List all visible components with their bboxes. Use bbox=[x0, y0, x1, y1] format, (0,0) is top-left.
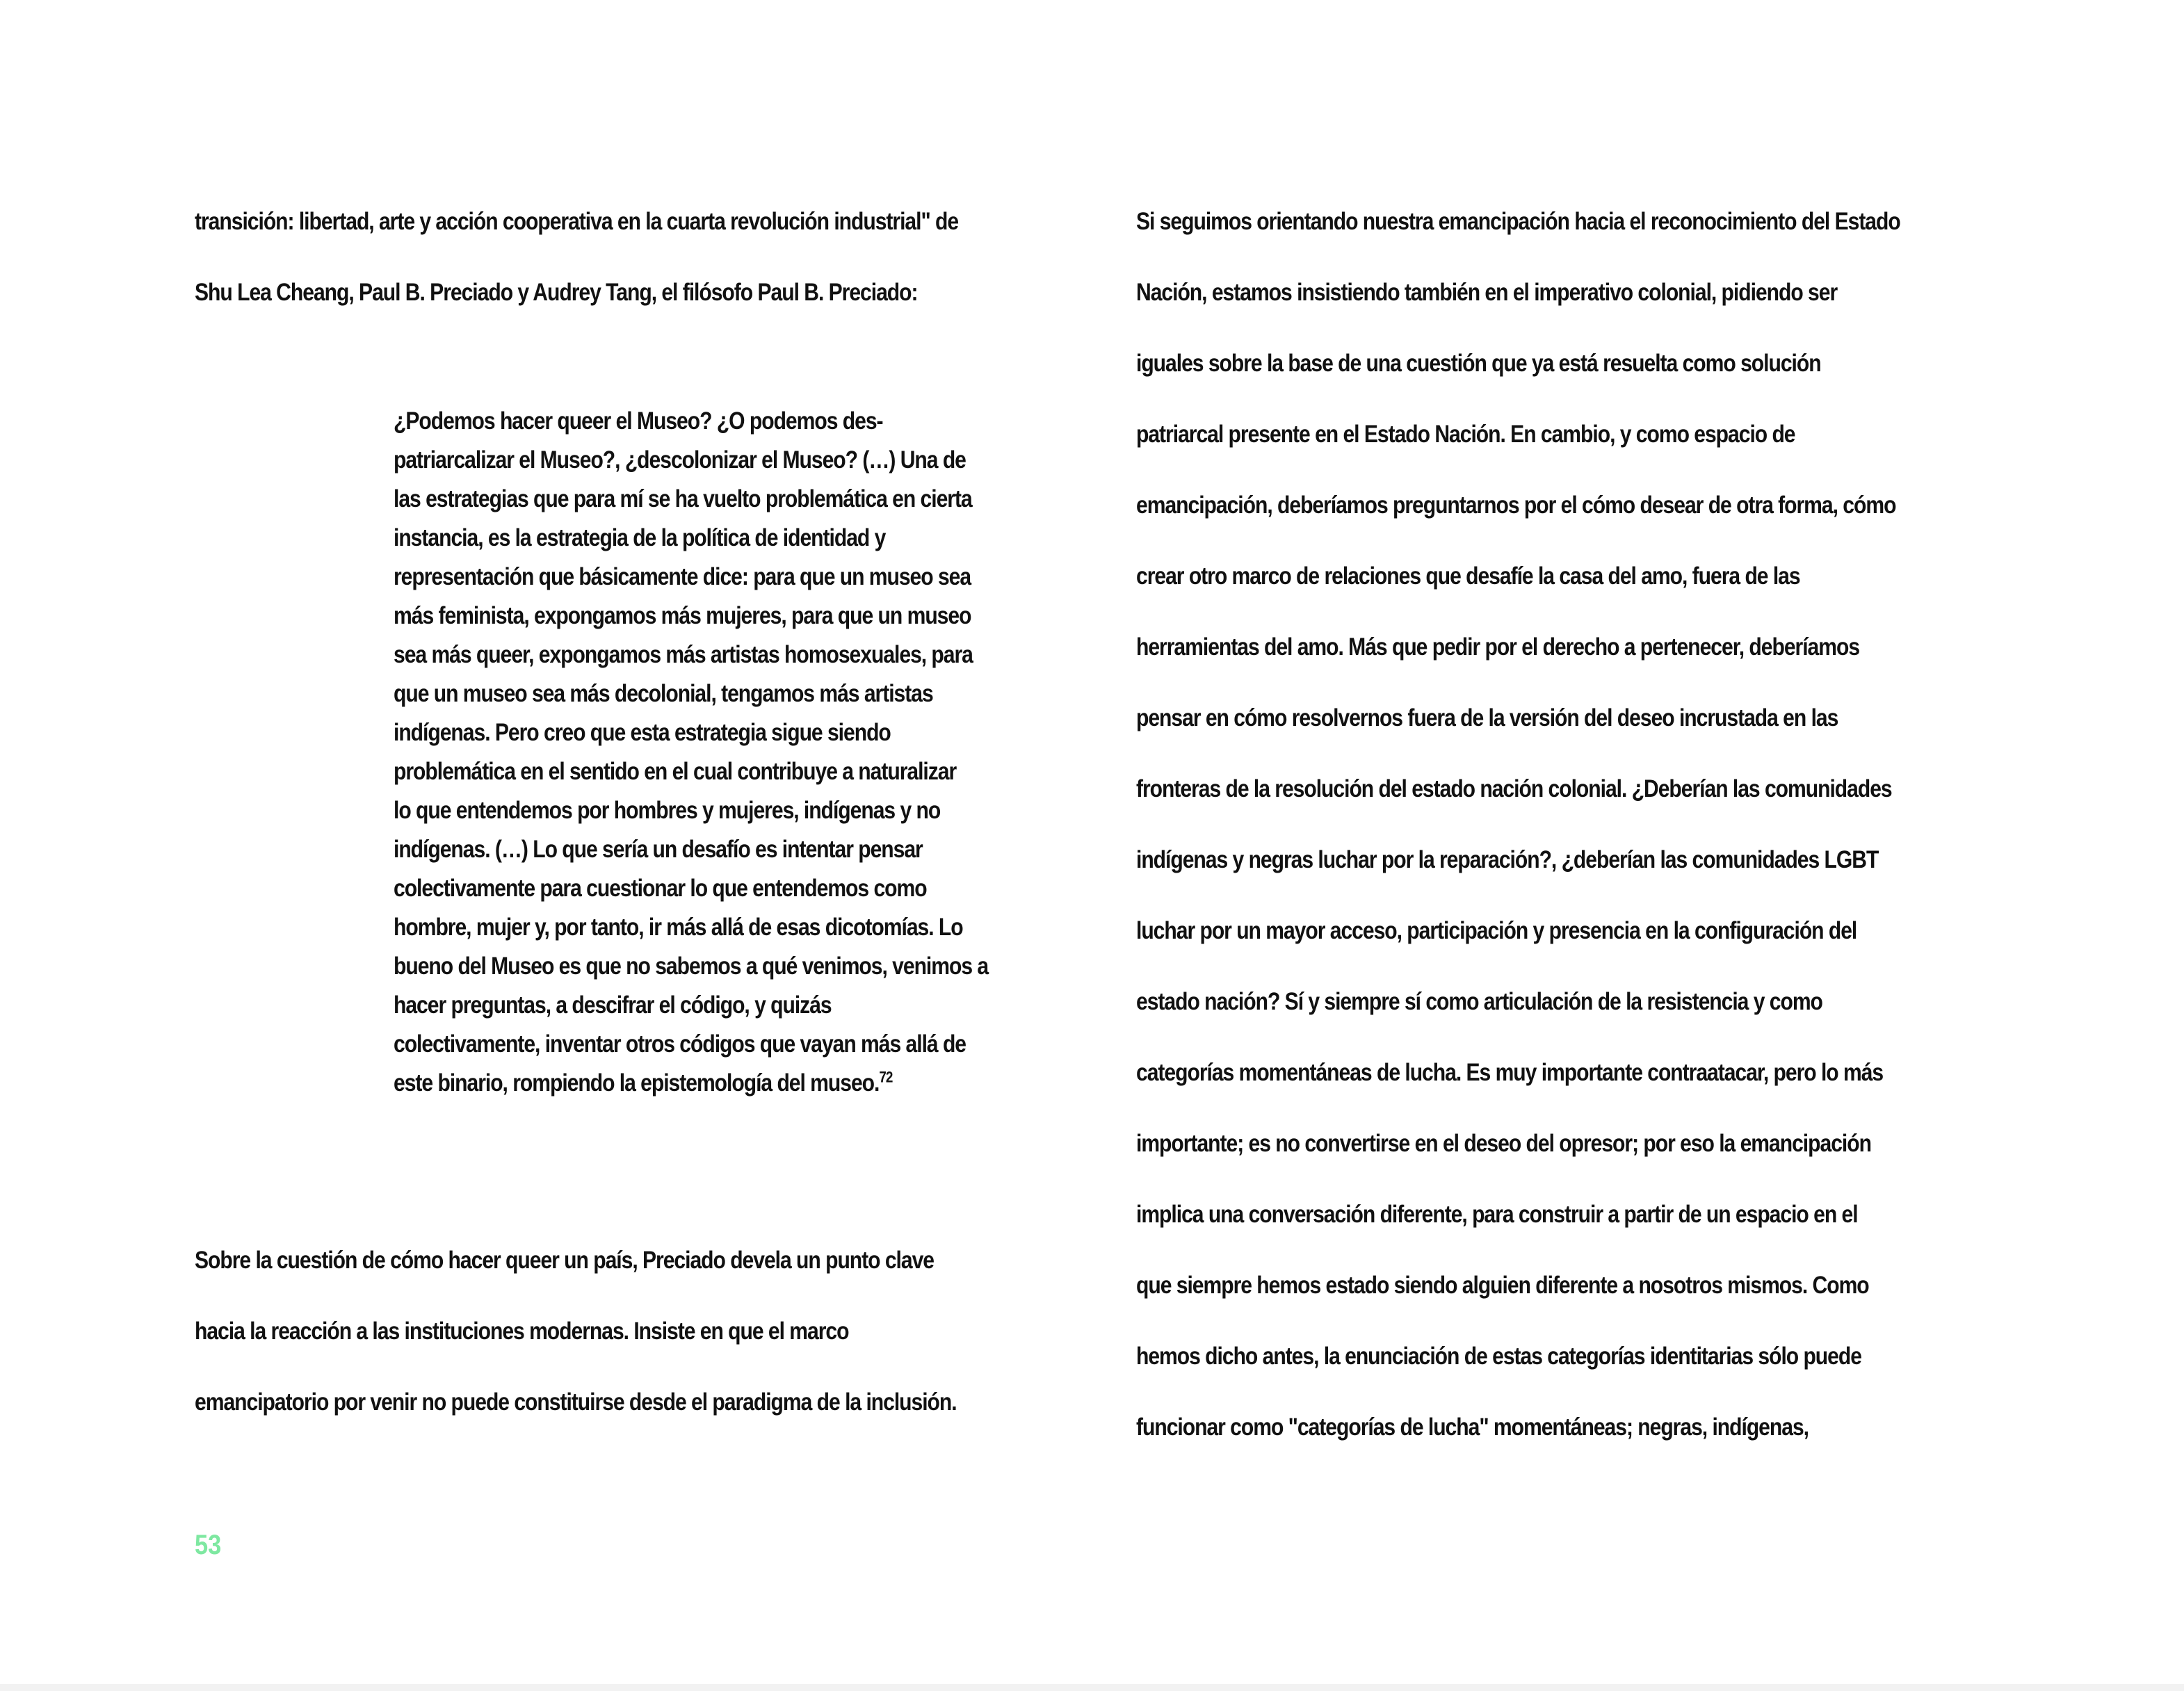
text-line: Sobre la cuestión de cómo hacer queer un país, Preciado devela un punto clave bbox=[195, 1247, 935, 1274]
text-line: hacia la reacción a las instituciones modernas. Insiste en que el marco bbox=[195, 1318, 849, 1345]
text-line: categorías momentáneas de lucha. Es muy importante contraatacar, pero lo más bbox=[1136, 1059, 1884, 1086]
quote-line: más feminista, expongamos más mujeres, para que un museo bbox=[394, 602, 971, 629]
quote-line: colectivamente, inventar otros códigos que vayan más allá de bbox=[394, 1030, 966, 1058]
text-line: Nación, estamos insistiendo también en el imperativo colonial, pidiendo ser bbox=[1136, 279, 1838, 306]
text-line: indígenas y negras luchar por la reparación?, ¿deberían las comunidades LGBT bbox=[1136, 846, 1879, 873]
quote-line: problemática en el sentido en el cual contribuye a naturalizar bbox=[394, 758, 957, 785]
text-line: herramientas del amo. Más que pedir por el derecho a pertenecer, deberíamos bbox=[1136, 633, 1860, 661]
text-line: iguales sobre la base de una cuestión que ya está resuelta como solución bbox=[1136, 350, 1821, 377]
quote-line: lo que entendemos por hombres y mujeres, indígenas y no bbox=[394, 797, 941, 824]
text-line: transición: libertad, arte y acción cooperativa en la cuarta revolución industrial" de bbox=[195, 208, 959, 235]
right-column-paragraph bbox=[1136, 186, 1985, 1463]
quote-line: indígenas. (…) Lo que sería un desafío es intentar pensar bbox=[394, 836, 923, 863]
quote-line: ¿Podemos hacer queer el Museo? ¿O podemos des- bbox=[394, 407, 883, 435]
page-bottom-edge bbox=[0, 1684, 2184, 1691]
text-line: fronteras de la resolución del estado nación colonial. ¿Deberían las comunidades bbox=[1136, 775, 1892, 802]
text-line: funcionar como "categorías de lucha" momentáneas; negras, indígenas, bbox=[1136, 1414, 1809, 1441]
text-line: emancipación, deberíamos preguntarnos por el cómo desear de otra forma, cómo bbox=[1136, 492, 1896, 519]
text-line: crear otro marco de relaciones que desafíe la casa del amo, fuera de las bbox=[1136, 563, 1800, 590]
text-line: patriarcal presente en el Estado Nación. En cambio, y como espacio de bbox=[1136, 421, 1795, 448]
text-line: importante; es no convertirse en el deseo del opresor; por eso la emancipación bbox=[1136, 1130, 1871, 1157]
text-line: que siempre hemos estado siendo alguien diferente a nosotros mismos. Como bbox=[1136, 1272, 1869, 1299]
text-line: hemos dicho antes, la enunciación de estas categorías identitarias sólo puede bbox=[1136, 1343, 1861, 1370]
quote-line-text: este binario, rompiendo la epistemología del museo. bbox=[394, 1069, 880, 1097]
quote-line: representación que básicamente dice: para que un museo sea bbox=[394, 563, 971, 590]
left-closing-paragraph bbox=[195, 1225, 1044, 1438]
quote-line: patriarcalizar el Museo?, ¿descolonizar el Museo? (…) Una de bbox=[394, 446, 966, 474]
text-line: implica una conversación diferente, para construir a partir de un espacio en el bbox=[1136, 1201, 1858, 1228]
page-number: 53 bbox=[195, 1530, 222, 1560]
quote-line: instancia, es la estrategia de la política de identidad y bbox=[394, 524, 886, 551]
text-line: pensar en cómo resolvernos fuera de la versión del deseo incrustada en las bbox=[1136, 704, 1838, 731]
text-line: luchar por un mayor acceso, participación y presencia en la configuración del bbox=[1136, 917, 1857, 944]
quote-line: las estrategias que para mí se ha vuelto problemática en cierta bbox=[394, 485, 972, 512]
quote-line: hombre, mujer y, por tanto, ir más allá de esas dicotomías. Lo bbox=[394, 914, 963, 941]
quote-line-last bbox=[394, 1064, 1067, 1103]
quote-line: sea más queer, expongamos más artistas homosexuales, para bbox=[394, 641, 973, 668]
text-line: Shu Lea Cheang, Paul B. Preciado y Audrey Tang, el filósofo Paul B. Preciado: bbox=[195, 279, 918, 306]
text-line: emancipatorio por venir no puede constituirse desde el paradigma de la inclusión. bbox=[195, 1389, 957, 1416]
quote-line: bueno del Museo es que no sabemos a qué venimos, venimos a bbox=[394, 953, 989, 980]
quote-line: hacer preguntas, a descifrar el código, y quizás bbox=[394, 992, 832, 1019]
block-quote bbox=[394, 402, 1067, 1103]
left-intro-paragraph bbox=[195, 186, 959, 328]
quote-line: colectivamente para cuestionar lo que entendemos como bbox=[394, 875, 927, 902]
quote-line: que un museo sea más decolonial, tengamos más artistas bbox=[394, 680, 933, 707]
text-line: estado nación? Sí y siempre sí como articulación de la resistencia y como bbox=[1136, 988, 1822, 1015]
text-line: Si seguimos orientando nuestra emancipación hacia el reconocimiento del Estado bbox=[1136, 208, 1900, 235]
footnote-reference[interactable]: 72 bbox=[879, 1068, 893, 1086]
quote-line: indígenas. Pero creo que esta estrategia sigue siendo bbox=[394, 719, 891, 746]
